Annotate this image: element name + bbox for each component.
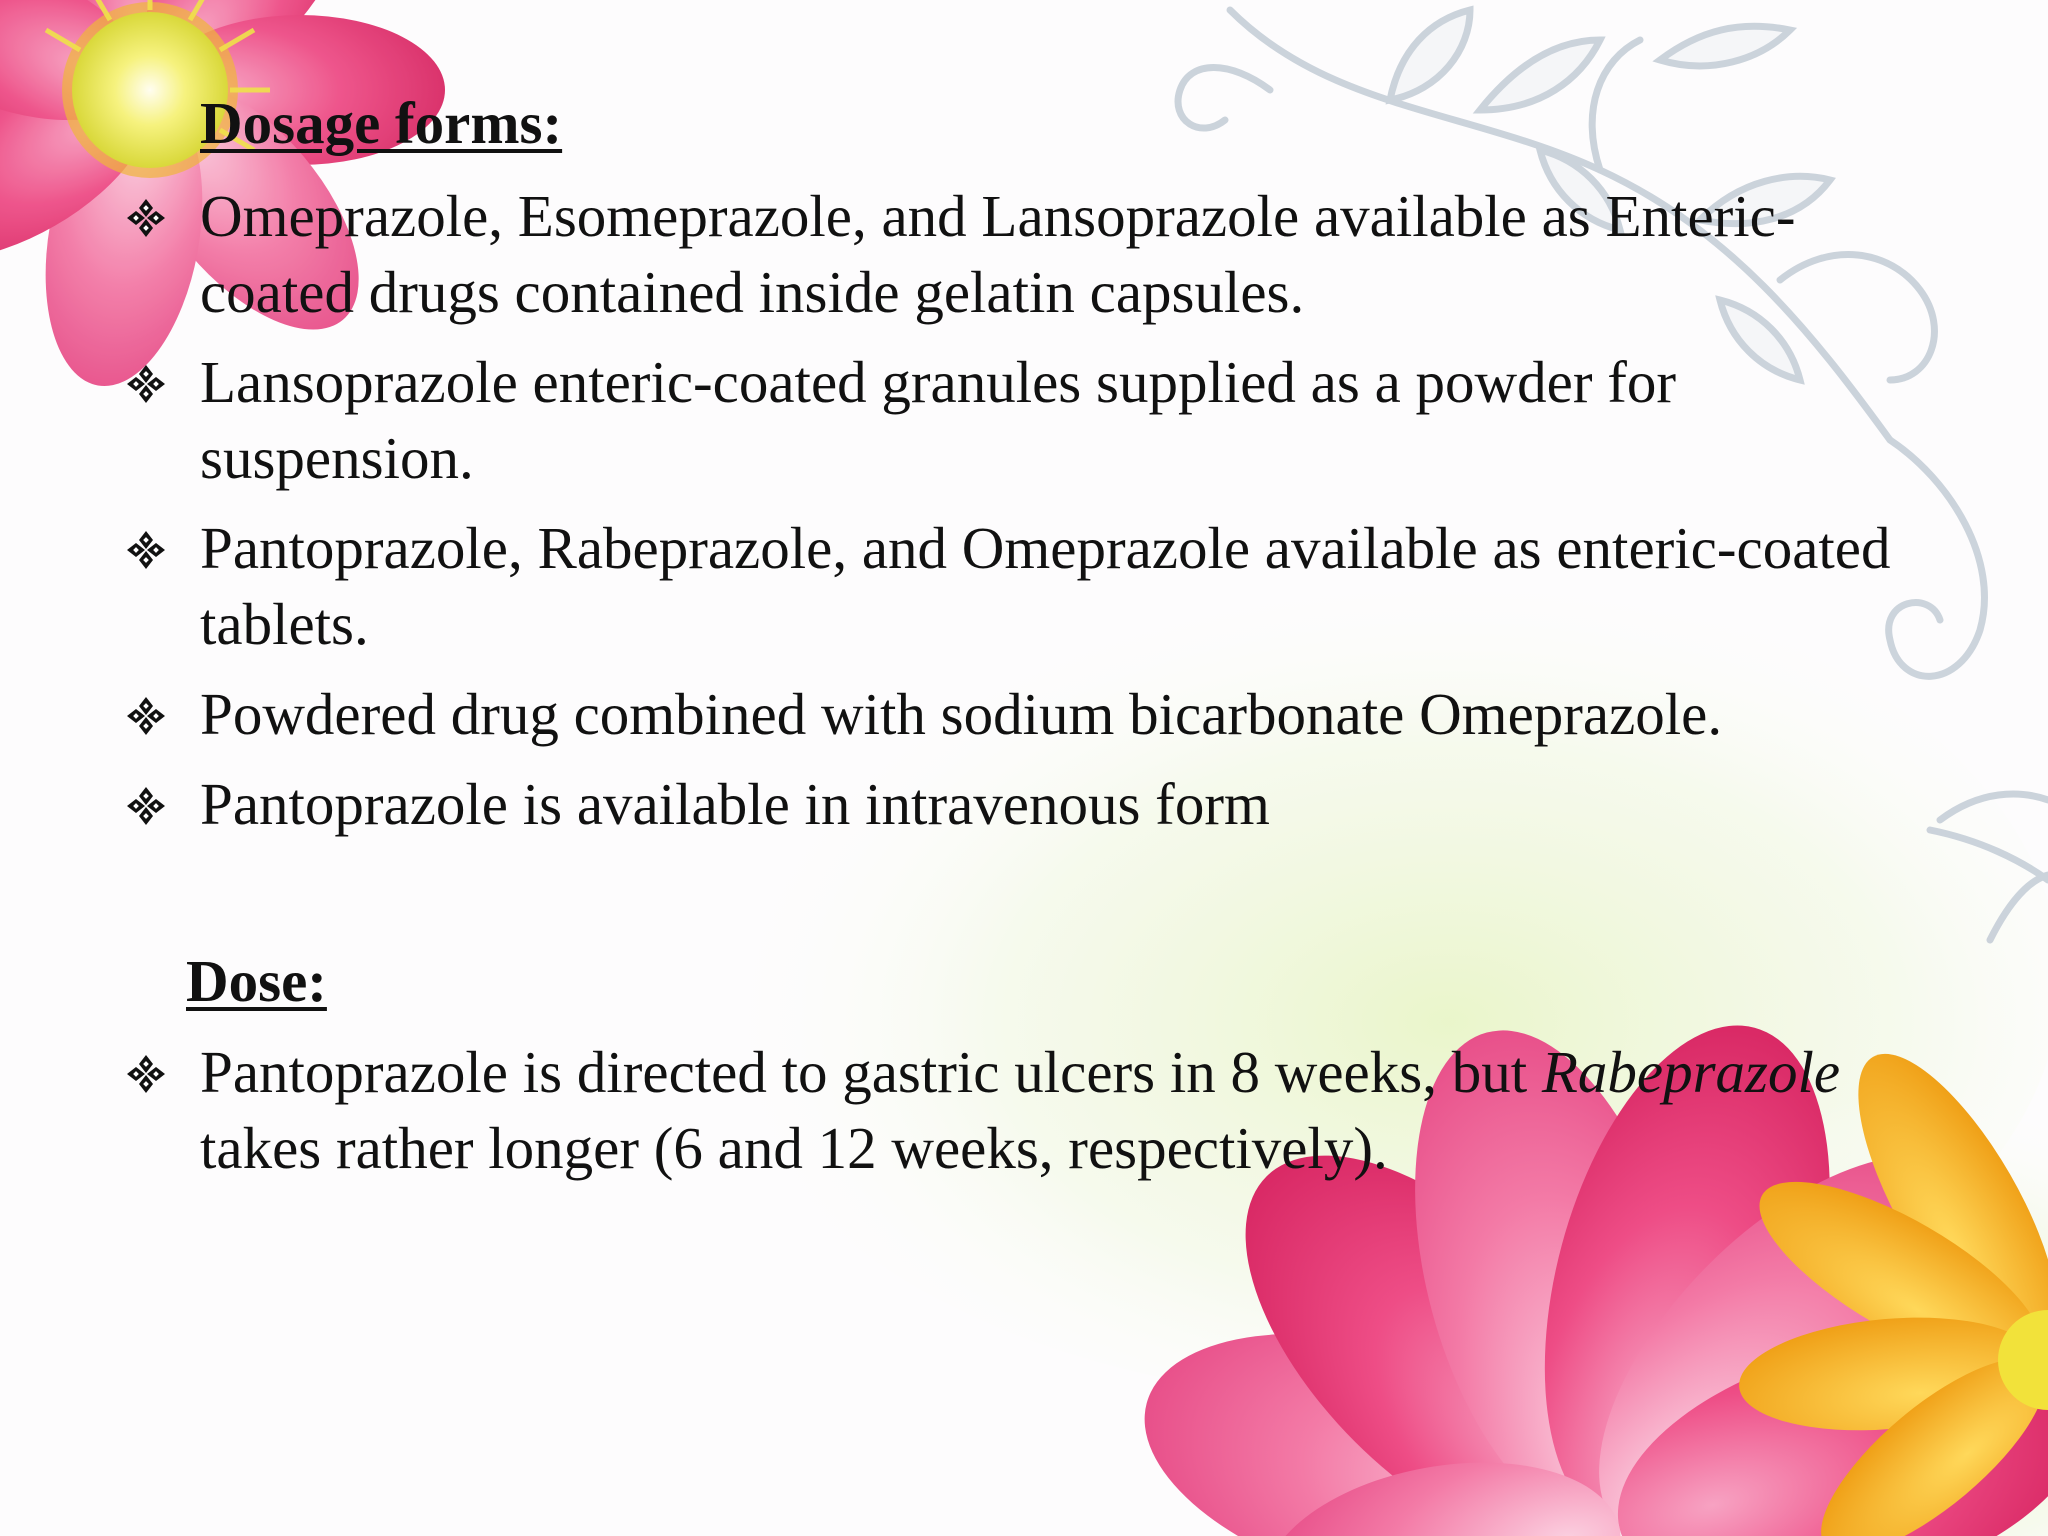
list-item — [120, 1034, 1940, 1186]
four-diamond-bullet-icon — [120, 178, 180, 254]
dosage-form-text: Pantoprazole is available in intravenous form — [200, 771, 1270, 837]
list-item — [120, 676, 1940, 752]
dosage-form-text: Powdered drug combined with sodium bicarbonate Omeprazole. — [200, 681, 1723, 747]
dosage-form-text: Omeprazole, Esomeprazole, and Lansoprazole available as Enteric-coated drugs contained inside gelatin capsules. — [200, 183, 1796, 325]
list-item — [120, 766, 1940, 842]
dosage-form-text: Pantoprazole, Rabeprazole, and Omeprazole available as enteric-coated tablets. — [200, 515, 1891, 657]
dose-text-start: Pantoprazole is directed to gastric ulcers in 8 weeks, but — [200, 1039, 1542, 1105]
dosage-form-text: Lansoprazole enteric-coated granules supplied as a powder for suspension. — [200, 349, 1677, 491]
four-diamond-bullet-icon — [120, 1034, 180, 1110]
list-item — [120, 178, 1940, 330]
dosage-forms-list — [120, 178, 1940, 856]
dose-heading: Dose: — [186, 948, 327, 1014]
four-diamond-bullet-icon — [120, 676, 180, 752]
four-diamond-bullet-icon — [120, 510, 180, 586]
four-diamond-bullet-icon — [120, 344, 180, 420]
four-diamond-bullet-icon — [120, 766, 180, 842]
list-item — [120, 344, 1940, 496]
dose-list — [120, 1034, 1940, 1200]
dosage-forms-heading: Dosage forms: — [200, 90, 563, 156]
list-item — [120, 510, 1940, 662]
dose-text — [200, 1039, 1840, 1181]
dose-text-drug-italic: Rabeprazole — [1541, 1039, 1841, 1105]
dose-text-end: takes rather longer (6 and 12 weeks, respectively). — [200, 1115, 1388, 1181]
